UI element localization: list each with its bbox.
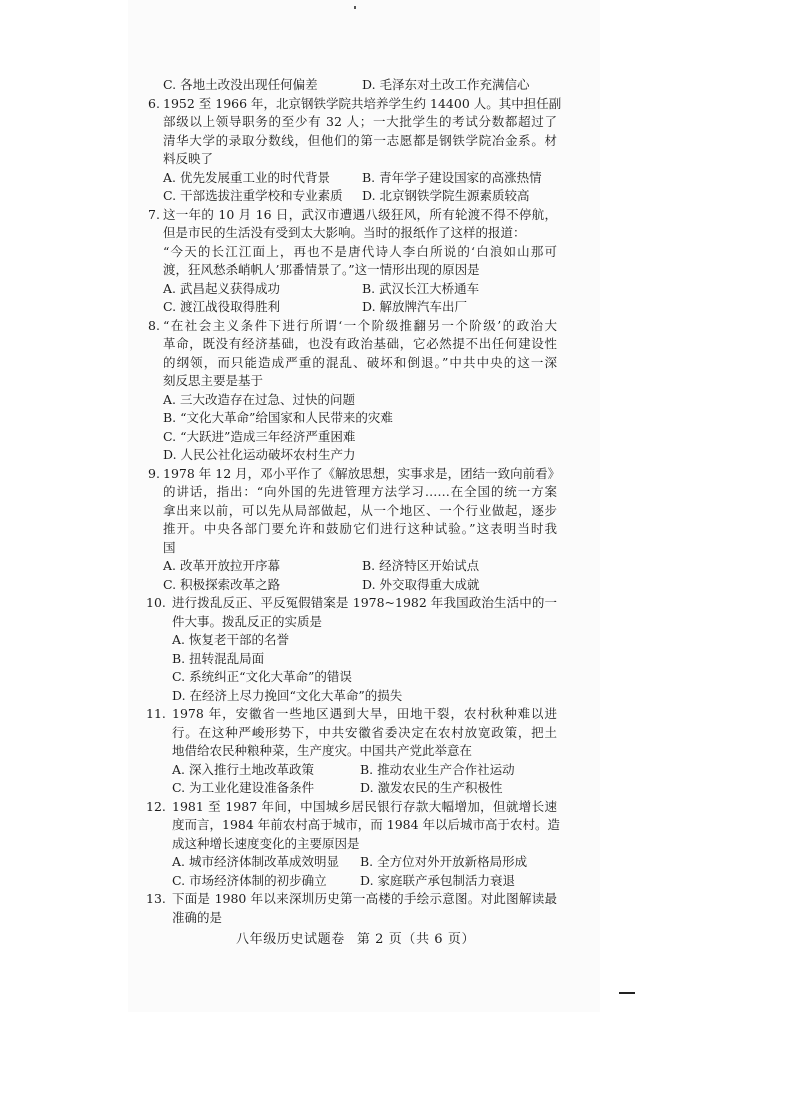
option-row <box>163 557 578 576</box>
question-options <box>148 169 578 206</box>
question-number: 13. <box>146 891 166 906</box>
question-10 <box>146 594 578 705</box>
question-stem-line: 1978 年，安徽省一些地区遇到大旱，田地干裂，农村秋种难以进 <box>172 706 557 721</box>
option-row <box>163 76 578 95</box>
option-a: A. 深入推行土地改革政策 <box>172 761 314 777</box>
option-c: C. “大跃进”造成三年经济严重困难 <box>163 428 356 444</box>
option-b: B. 经济特区开始试点 <box>362 558 480 573</box>
option-b: B. “文化大革命”给国家和人民带来的灾难 <box>163 410 393 425</box>
question-number: 8. <box>148 317 160 333</box>
option-row <box>172 761 578 780</box>
option-c: C. 为工业化建设准备条件 <box>172 780 315 795</box>
question-number: 9. <box>148 465 160 481</box>
question-stem-line: “在社会主义条件下进行所谓‘一个阶级推翻另一个阶级’的政治大 <box>163 317 557 333</box>
question-stem-line: 推开。中央各部门要允许和鼓励它们进行这种试验。”这表明当时我 <box>163 521 557 536</box>
question-stem-line: 刻反思主要是基于 <box>163 373 264 388</box>
question-stem-line: 清华大学的录取分数线，但他们的第一志愿都是钢铁学院冶金系。材 <box>163 132 557 148</box>
question-options <box>146 853 578 890</box>
question-stem <box>163 206 557 280</box>
question-options <box>146 631 578 705</box>
option-row <box>172 779 578 798</box>
question-stem-line: 下面是 1980 年以来深圳历史第一高楼的手绘示意图。对此图解读最 <box>172 891 557 906</box>
option-a: A. 三大改造存在过急、过快的问题 <box>163 391 355 407</box>
footer-page-number: 第 2 页（共 6 页） <box>356 932 476 947</box>
question-stem-line: 件大事。拨乱反正的实质是 <box>172 613 323 629</box>
question-stem <box>172 705 557 761</box>
option-b: B. 扭转混乱局面 <box>172 650 265 666</box>
option-c: C. 市场经济体制的初步确立 <box>172 872 327 888</box>
question-12 <box>146 798 578 891</box>
question-stem-line: 国 <box>163 539 176 555</box>
question-stem <box>172 890 557 927</box>
question-options <box>148 280 578 317</box>
question-stem-line: 部级以上领导职务的至少有 32 人；一大批学生的考试分数都超过了 <box>163 114 557 129</box>
question-stem-line: “今天的长江江面上，再也不是唐代诗人李白所说的‘白浪如山那可 <box>163 243 557 259</box>
question-options <box>146 761 578 798</box>
option-d: D. 激发农民的生产积极性 <box>360 780 503 795</box>
option-row <box>163 391 578 410</box>
question-number: 12. <box>146 798 166 814</box>
question-stem <box>163 317 557 391</box>
option-row <box>163 298 578 317</box>
question-stem-line: 地借给农民种粮种菜，生产度灾。中国共产党此举意在 <box>172 743 473 758</box>
question-stem-line: 拿出来以前，可以先从局部做起，从一个地区、一个行业做起，逐步 <box>163 502 557 518</box>
option-row <box>172 687 578 706</box>
option-c: C. 各地土改没出现任何偏差 <box>163 77 318 92</box>
option-b: B. 武汉长江大桥通车 <box>362 280 480 296</box>
option-c: C. 渡江战役取得胜利 <box>163 299 281 314</box>
question-stem-line: 成这种增长速度变化的主要原因是 <box>172 835 360 851</box>
scan-dash-mark <box>619 992 635 994</box>
option-row <box>172 872 578 891</box>
option-row <box>172 650 578 669</box>
option-d: D. 北京钢铁学院生源素质较高 <box>362 188 530 203</box>
question-8 <box>148 317 578 465</box>
option-row <box>172 853 578 872</box>
option-d: D. 家庭联产承包制活力衰退 <box>360 872 516 888</box>
option-row <box>163 280 578 299</box>
question-stem-line: 准确的是 <box>172 909 223 925</box>
question-stem-line: 1981 至 1987 年间，中国城乡居民银行存款大幅增加，但就增长速 <box>172 798 557 814</box>
question-stem-line: 料反映了 <box>163 151 214 166</box>
footer-title: 八年级历史试题卷 <box>236 932 345 947</box>
question-stem <box>163 465 561 558</box>
question-stem-line: 进行拨乱反正、平反冤假错案是 1978~1982 年我国政治生活中的一 <box>172 595 557 610</box>
carryover-options <box>148 76 578 95</box>
option-row <box>172 631 578 650</box>
option-row <box>172 668 578 687</box>
question-number: 11. <box>146 706 166 721</box>
option-row <box>163 446 578 465</box>
option-b: B. 推动农业生产合作社运动 <box>360 761 515 777</box>
question-stem-line: 的纲领，而只能造成严重的混乱、破坏和倒退。”中共中央的这一深 <box>163 354 557 370</box>
option-row <box>163 428 578 447</box>
option-d: D. 外交取得重大成就 <box>362 576 480 592</box>
question-stem-line: 1952 至 1966 年，北京钢铁学院共培养学生约 14400 人。其中担任副 <box>163 95 562 111</box>
exam-page-content <box>148 76 578 927</box>
question-number: 10. <box>146 595 166 610</box>
question-stem-line: 1978 年 12 月，邓小平作了《解放思想，实事求是，团结一致向前看》 <box>163 465 561 481</box>
question-6 <box>148 95 578 206</box>
option-c: C. 积极探索改革之路 <box>163 576 281 592</box>
option-row <box>163 169 578 188</box>
question-stem-line: 渡，狂风愁杀峭帆人’那番情景了。”这一情形出现的原因是 <box>163 262 480 277</box>
option-a: A. 武昌起义获得成功 <box>163 280 280 296</box>
option-c: C. 系统纠正“文化大革命”的错误 <box>172 669 352 684</box>
question-number: 6. <box>148 95 160 111</box>
question-stem-line: 这一年的 10 月 16 日，武汉市遭遇八级狂风，所有轮渡不得不停航， <box>163 206 557 222</box>
option-row <box>163 409 578 428</box>
option-d: D. 在经济上尽力挽回“文化大革命”的损失 <box>172 687 403 703</box>
option-a: A. 改革开放拉开序幕 <box>163 558 280 573</box>
question-stem-line: 行。在这种严峻形势下，中共安徽省委决定在农村放宽政策，把土 <box>172 724 557 740</box>
question-stem-line: 的讲话，指出：“向外国的先进管理方法学习……在全国的统一方案 <box>163 484 557 499</box>
option-d: D. 解放牌汽车出厂 <box>362 299 468 314</box>
option-d: D. 人民公社化运动破坏农村生产力 <box>163 447 356 462</box>
question-7 <box>148 206 578 317</box>
option-a: A. 恢复老干部的名誉 <box>172 632 289 647</box>
question-stem-line: 革命，既没有经济基础，也没有政治基础，它必然提不出任何建设性 <box>163 336 557 351</box>
question-stem <box>172 594 557 631</box>
question-stem <box>163 95 562 169</box>
question-stem <box>172 798 561 854</box>
option-row <box>163 187 578 206</box>
question-number: 7. <box>148 206 160 222</box>
scan-speck <box>354 6 356 9</box>
question-options <box>148 557 578 594</box>
option-a: A. 优先发展重工业的时代背景 <box>163 169 330 185</box>
question-options <box>148 391 578 465</box>
option-b: B. 全方位对外开放新格局形成 <box>360 854 528 869</box>
option-c: C. 干部选拔注重学校和专业素质 <box>163 188 343 203</box>
page-footer <box>236 931 475 949</box>
question-13 <box>146 890 578 927</box>
option-a: A. 城市经济体制改革成效明显 <box>172 854 339 869</box>
question-stem-line: 度而言，1984 年前农村高于城市，而 1984 年以后城市高于农村。造 <box>172 817 561 832</box>
option-d: D. 毛泽东对土改工作充满信心 <box>362 77 530 92</box>
question-stem-line: 但是市民的生活没有受到太大影响。当时的报纸作了这样的报道： <box>163 225 526 240</box>
question-9 <box>148 465 578 595</box>
option-row <box>163 576 578 595</box>
question-11 <box>146 705 578 798</box>
option-b: B. 青年学子建设国家的高涨热情 <box>362 169 542 185</box>
